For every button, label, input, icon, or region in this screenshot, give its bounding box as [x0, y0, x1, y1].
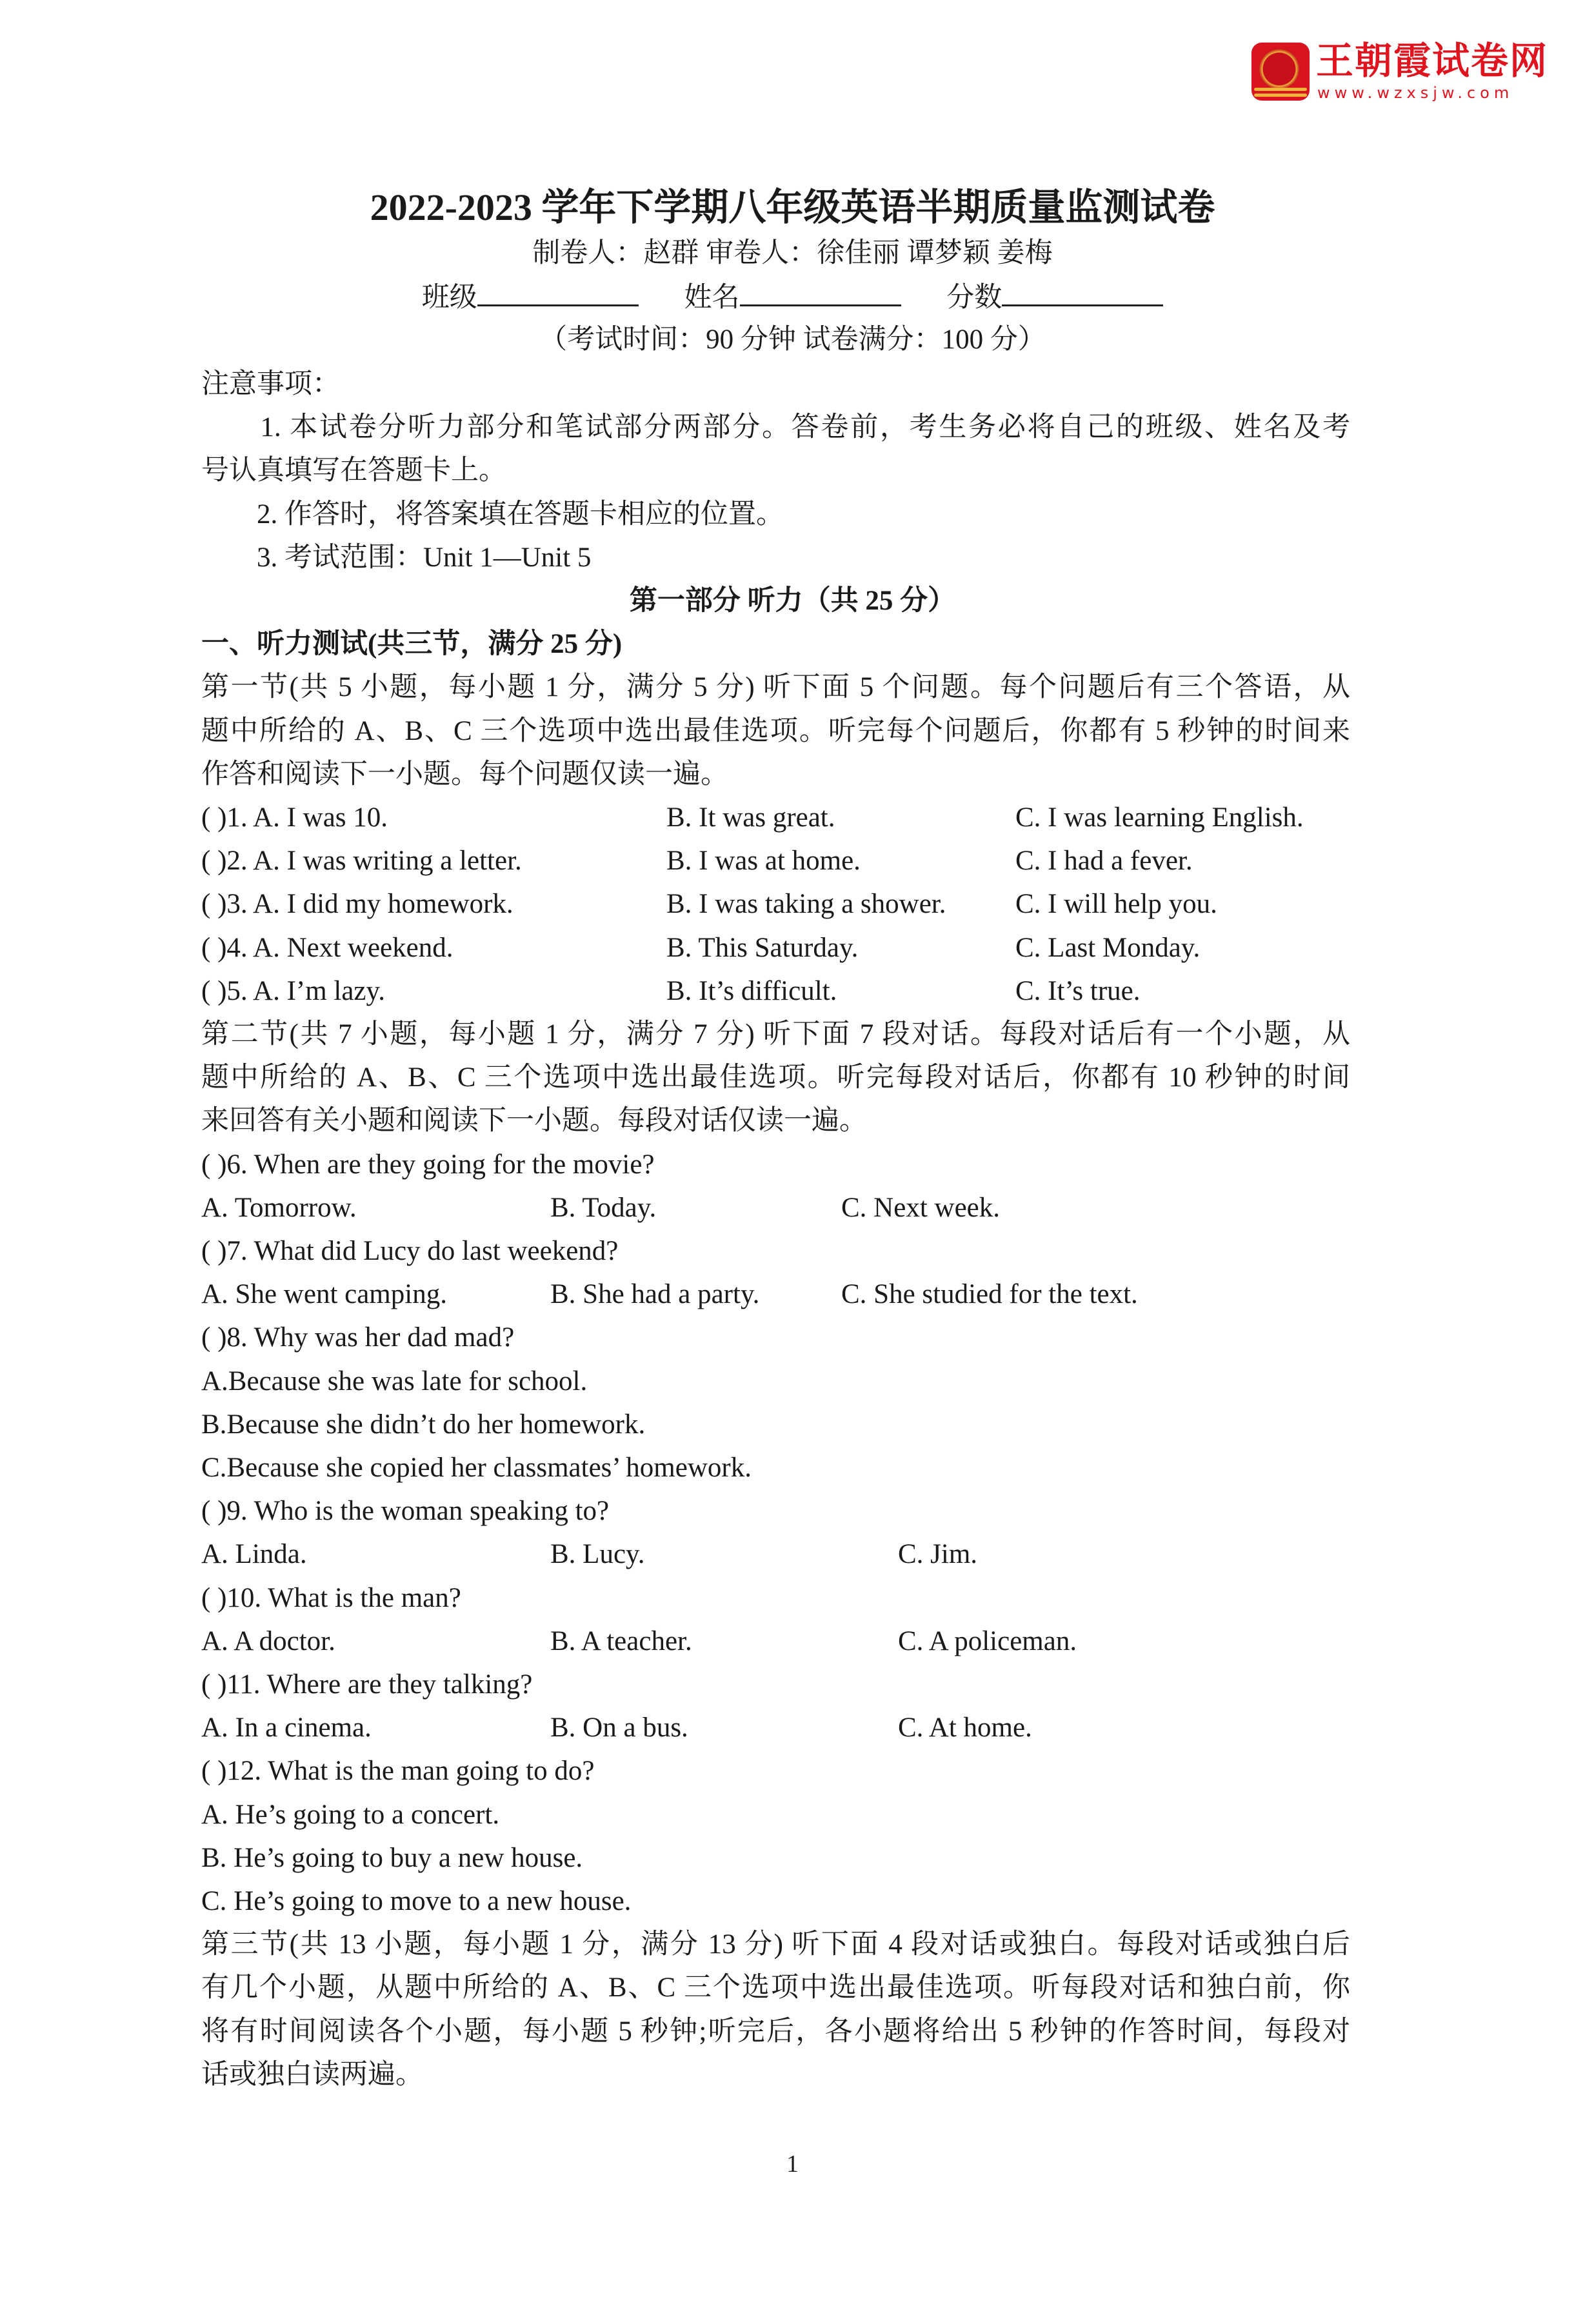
section1-intro: 作答和阅读下一小题。每个问题仅读一遍。: [201, 759, 728, 790]
notes-heading: 注意事项：: [201, 369, 340, 399]
class-blank: [477, 276, 639, 306]
site-logo: [1251, 39, 1549, 104]
answer-option-c: C. She studied for the text.: [841, 1279, 1138, 1310]
exam-info: （考试时间：90 分钟 试卷满分：100 分）: [539, 324, 1046, 355]
question-option-c: C. I will help you.: [1015, 889, 1217, 920]
logo-badge-icon: [1251, 43, 1310, 101]
answer-option-b: B. Today.: [550, 1192, 657, 1223]
class-label: 班级: [421, 283, 477, 313]
answer-option-b: B. She had a party.: [550, 1279, 760, 1310]
part-heading: 第一部分 听力（共 25 分）: [629, 586, 956, 616]
question-stem: ( )8. Why was her dad mad?: [201, 1322, 515, 1353]
section3-intro: 第三节(共 13 小题，每小题 1 分，满分 13 分) 听下面 4 段对话或独白。每段对话或独白后: [201, 1929, 1350, 1960]
answer-option: A.Because she was late for school.: [201, 1366, 588, 1396]
note-item: 号认真填写在答题卡上。: [201, 455, 506, 486]
question-stem: ( )12. What is the man going to do?: [201, 1756, 595, 1787]
info-fields: [0, 276, 1585, 317]
question-option-c: C. Last Monday.: [1015, 932, 1201, 963]
question-option-c: C. It’s true.: [1015, 975, 1141, 1006]
answer-option: C.Because she copied her classmates’ homework.: [201, 1453, 752, 1483]
answer-options-row: [201, 1620, 1350, 1663]
name-label: 姓名: [684, 283, 740, 313]
question-stem: ( )10. What is the man?: [201, 1582, 461, 1613]
logo-url: www.wzxsjw.com: [1317, 84, 1514, 102]
page-title: 2022-2023 学年下学期八年级英语半期质量监测试卷: [370, 186, 1215, 228]
score-blank: [1002, 276, 1163, 306]
answer-options-row: [201, 1533, 1350, 1576]
section2-intro: 来回答有关小题和阅读下一小题。每段对话仅读一遍。: [201, 1106, 867, 1137]
question-option-c: C. I was learning English.: [1015, 802, 1304, 833]
answer-option-b: B. On a bus.: [550, 1713, 688, 1743]
question-option-a: ( )4. A. Next weekend.: [201, 932, 454, 963]
answer-options-row: [201, 1186, 1350, 1229]
question-row: [201, 926, 1350, 969]
question-stem: ( )6. When are they going for the movie?: [201, 1149, 655, 1180]
question-stem: ( )11. Where are they talking?: [201, 1669, 533, 1700]
question-option-a: ( )2. A. I was writing a letter.: [201, 846, 522, 877]
answer-option: B.Because she didn’t do her homework.: [201, 1409, 646, 1440]
logo-name: 王朝霞试卷网: [1316, 39, 1549, 83]
answer-option-c: C. A policeman.: [898, 1625, 1077, 1656]
question-row: [201, 969, 1350, 1013]
note-item: 1. 本试卷分听力部分和笔试部分两部分。答卷前，考生务必将自己的班级、姓名及考: [201, 412, 1350, 443]
section-title: 一、听力测试(共三节，满分 25 分): [201, 629, 623, 660]
answer-option-a: A. A doctor.: [201, 1625, 335, 1656]
section3-intro: 有几个小题，从题中所给的 A、B、C 三个选项中选出最佳选项。听每段对话和独白前，你: [201, 1972, 1350, 2003]
note-item: 3. 考试范围：Unit 1—Unit 5: [201, 542, 592, 573]
question-option-c: C. I had a fever.: [1015, 846, 1193, 877]
answer-option: C. He’s going to move to a new house.: [201, 1886, 632, 1916]
answer-options-row: [201, 1273, 1350, 1316]
authors: 制卷人：赵群 审卷人：徐佳丽 谭梦颖 姜梅: [532, 238, 1053, 268]
answer-option-a: A. Linda.: [201, 1539, 307, 1570]
answer-option-b: B. Lucy.: [550, 1539, 645, 1570]
answer-option: A. He’s going to a concert.: [201, 1799, 500, 1830]
question-stem: ( )7. What did Lucy do last weekend?: [201, 1236, 619, 1266]
score-label: 分数: [946, 283, 1002, 313]
question-option-b: B. I was at home.: [666, 846, 861, 877]
question-option-b: B. It’s difficult.: [666, 975, 837, 1006]
section2-intro: 题中所给的 A、B、C 三个选项中选出最佳选项。听完每段对话后，你都有 10 秒钟的时间: [201, 1062, 1350, 1093]
name-blank: [740, 276, 901, 306]
question-option-a: ( )1. A. I was 10.: [201, 802, 388, 833]
answer-option-c: C. Next week.: [841, 1192, 1000, 1223]
section3-intro: 将有时间阅读各个小题，每小题 5 秒钟;听完后，各小题将给出 5 秒钟的作答时间，每段对: [201, 2016, 1350, 2047]
question-option-b: B. It was great.: [666, 802, 835, 833]
answer-option: B. He’s going to buy a new house.: [201, 1842, 583, 1873]
question-row: [201, 882, 1350, 926]
answer-option-c: C. At home.: [898, 1713, 1032, 1743]
question-row: [201, 796, 1350, 839]
question-option-b: B. I was taking a shower.: [666, 889, 946, 920]
section3-intro: 话或独白读两遍。: [201, 2059, 423, 2090]
page-number: 1: [786, 2150, 799, 2178]
question-option-b: B. This Saturday.: [666, 932, 859, 963]
section1-intro: 题中所给的 A、B、C 三个选项中选出最佳选项。听完每个问题后，你都有 5 秒钟的时间来: [201, 715, 1350, 746]
answer-option-c: C. Jim.: [898, 1539, 978, 1570]
answer-options-row: [201, 1706, 1350, 1749]
answer-option-a: A. Tomorrow.: [201, 1192, 357, 1223]
section2-intro: 第二节(共 7 小题，每小题 1 分，满分 7 分) 听下面 7 段对话。每段对话后有一个小题，从: [201, 1019, 1350, 1049]
answer-option-a: A. In a cinema.: [201, 1713, 372, 1743]
question-option-a: ( )5. A. I’m lazy.: [201, 975, 385, 1006]
question-option-a: ( )3. A. I did my homework.: [201, 889, 513, 920]
note-item: 2. 作答时，将答案填在答题卡相应的位置。: [201, 499, 784, 530]
question-row: [201, 839, 1350, 882]
answer-option-a: A. She went camping.: [201, 1279, 447, 1310]
answer-option-b: B. A teacher.: [550, 1625, 692, 1656]
question-stem: ( )9. Who is the woman speaking to?: [201, 1496, 610, 1527]
section1-intro: 第一节(共 5 小题，每小题 1 分，满分 5 分) 听下面 5 个问题。每个问题后有三个答语，从: [201, 672, 1350, 703]
